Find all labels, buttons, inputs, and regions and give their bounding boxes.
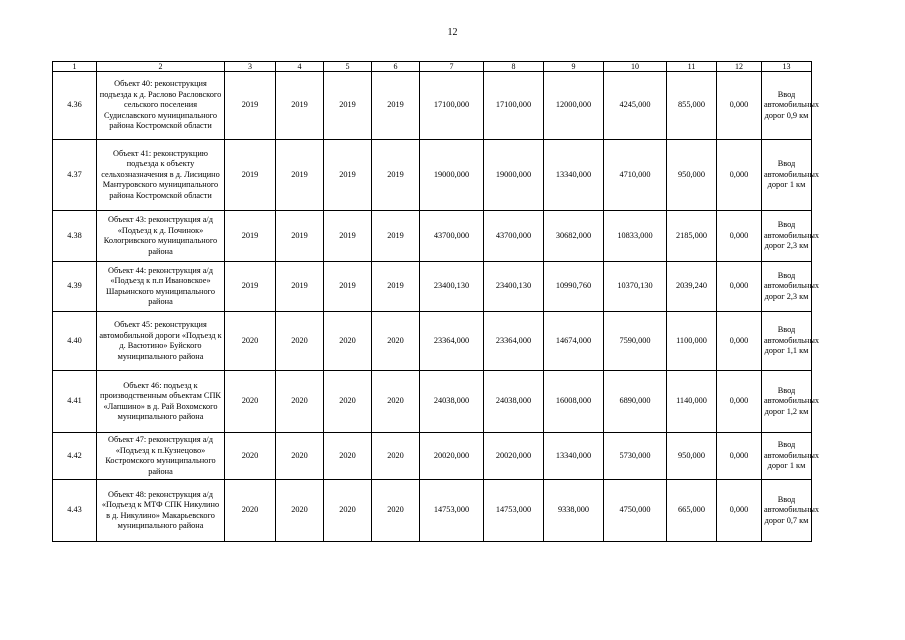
object-name: Объект 43: реконструкция а/д «Подъезд к д. Починок» Кологривского муниципального района [97, 211, 225, 262]
amount-cell: 950,000 [667, 433, 717, 480]
year-cell: 2019 [324, 211, 372, 262]
amount-cell: 43700,000 [420, 211, 484, 262]
amount-cell: 20020,000 [420, 433, 484, 480]
amount-cell: 14674,000 [544, 312, 604, 371]
year-cell: 2020 [324, 433, 372, 480]
object-name: Объект 46: подъезд к производственным объектам СПК «Лапшино» в д. Рай Вохомского муниципального района [97, 371, 225, 433]
amount-cell: 1140,000 [667, 371, 717, 433]
year-cell: 2020 [276, 312, 324, 371]
column-number: 10 [604, 62, 667, 72]
year-cell: 2020 [276, 433, 324, 480]
amount-cell: 6890,000 [604, 371, 667, 433]
amount-cell: 950,000 [667, 140, 717, 211]
result-cell: Ввод автомобильных дорог 1 км [762, 140, 812, 211]
column-number: 4 [276, 62, 324, 72]
year-cell: 2019 [225, 72, 276, 140]
amount-cell: 17100,000 [420, 72, 484, 140]
amount-cell: 0,000 [717, 140, 762, 211]
amount-cell: 0,000 [717, 480, 762, 542]
column-number: 12 [717, 62, 762, 72]
year-cell: 2019 [225, 262, 276, 312]
table-row [53, 312, 812, 371]
year-cell: 2020 [372, 433, 420, 480]
row-number: 4.41 [53, 371, 97, 433]
result-cell: Ввод автомобильных дорог 1 км [762, 433, 812, 480]
amount-cell: 16008,000 [544, 371, 604, 433]
year-cell: 2019 [225, 211, 276, 262]
object-name: Объект 45: реконструкция автомобильной дороги «Подъезд к д. Васютино» Буйского муниципального района [97, 312, 225, 371]
amount-cell: 0,000 [717, 433, 762, 480]
year-cell: 2019 [324, 72, 372, 140]
column-number: 11 [667, 62, 717, 72]
amount-cell: 14753,000 [420, 480, 484, 542]
year-cell: 2019 [372, 211, 420, 262]
year-cell: 2020 [372, 480, 420, 542]
year-cell: 2019 [324, 262, 372, 312]
table-row [53, 72, 812, 140]
amount-cell: 665,000 [667, 480, 717, 542]
year-cell: 2019 [276, 72, 324, 140]
table-row [53, 262, 812, 312]
year-cell: 2019 [276, 211, 324, 262]
year-cell: 2020 [372, 371, 420, 433]
year-cell: 2020 [225, 480, 276, 542]
column-number: 3 [225, 62, 276, 72]
amount-cell: 23400,130 [484, 262, 544, 312]
table-row [53, 433, 812, 480]
amount-cell: 4710,000 [604, 140, 667, 211]
year-cell: 2020 [225, 312, 276, 371]
amount-cell: 43700,000 [484, 211, 544, 262]
year-cell: 2020 [324, 312, 372, 371]
amount-cell: 855,000 [667, 72, 717, 140]
result-cell: Ввод автомобильных дорог 0,9 км [762, 72, 812, 140]
amount-cell: 0,000 [717, 72, 762, 140]
table-row [53, 371, 812, 433]
year-cell: 2020 [276, 480, 324, 542]
row-number: 4.40 [53, 312, 97, 371]
object-name: Объект 48: реконструкция а/д «Подъезд к МТФ СПК Никулино в д. Никулино» Макарьевского муниципального района [97, 480, 225, 542]
year-cell: 2019 [372, 262, 420, 312]
column-number: 7 [420, 62, 484, 72]
row-number: 4.38 [53, 211, 97, 262]
amount-cell: 4750,000 [604, 480, 667, 542]
page-number: 12 [447, 27, 458, 38]
result-cell: Ввод автомобильных дорог 0,7 км [762, 480, 812, 542]
object-name: Объект 40: реконструкция подъезда к д. Раслово Расловского сельского поселения Судиславского муниципального района Костромской области [97, 72, 225, 140]
year-cell: 2020 [324, 371, 372, 433]
column-number: 9 [544, 62, 604, 72]
column-number: 1 [53, 62, 97, 72]
year-cell: 2019 [372, 72, 420, 140]
year-cell: 2019 [225, 140, 276, 211]
amount-cell: 9338,000 [544, 480, 604, 542]
amount-cell: 0,000 [717, 312, 762, 371]
amount-cell: 17100,000 [484, 72, 544, 140]
amount-cell: 0,000 [717, 262, 762, 312]
result-cell: Ввод автомобильных дорог 2,3 км [762, 262, 812, 312]
amount-cell: 7590,000 [604, 312, 667, 371]
amount-cell: 20020,000 [484, 433, 544, 480]
row-number: 4.37 [53, 140, 97, 211]
column-number-row [53, 62, 812, 72]
amount-cell: 0,000 [717, 211, 762, 262]
result-cell: Ввод автомобильных дорог 1,1 км [762, 312, 812, 371]
table-row [53, 140, 812, 211]
amount-cell: 2039,240 [667, 262, 717, 312]
result-cell: Ввод автомобильных дорог 2,3 км [762, 211, 812, 262]
year-cell: 2019 [276, 140, 324, 211]
objects-table [52, 61, 820, 542]
amount-cell: 23364,000 [420, 312, 484, 371]
amount-cell: 4245,000 [604, 72, 667, 140]
column-number: 5 [324, 62, 372, 72]
amount-cell: 10833,000 [604, 211, 667, 262]
amount-cell: 23364,000 [484, 312, 544, 371]
amount-cell: 14753,000 [484, 480, 544, 542]
year-cell: 2020 [276, 371, 324, 433]
year-cell: 2020 [372, 312, 420, 371]
amount-cell: 24038,000 [484, 371, 544, 433]
amount-cell: 1100,000 [667, 312, 717, 371]
amount-cell: 12000,000 [544, 72, 604, 140]
row-number: 4.43 [53, 480, 97, 542]
amount-cell: 0,000 [717, 371, 762, 433]
column-number: 6 [372, 62, 420, 72]
amount-cell: 2185,000 [667, 211, 717, 262]
year-cell: 2020 [324, 480, 372, 542]
column-number: 13 [762, 62, 812, 72]
amount-cell: 10370,130 [604, 262, 667, 312]
amount-cell: 5730,000 [604, 433, 667, 480]
amount-cell: 10990,760 [544, 262, 604, 312]
result-cell: Ввод автомобильных дорог 1,2 км [762, 371, 812, 433]
column-number: 8 [484, 62, 544, 72]
amount-cell: 30682,000 [544, 211, 604, 262]
year-cell: 2019 [372, 140, 420, 211]
amount-cell: 24038,000 [420, 371, 484, 433]
amount-cell: 19000,000 [420, 140, 484, 211]
column-number: 2 [97, 62, 225, 72]
year-cell: 2019 [324, 140, 372, 211]
amount-cell: 23400,130 [420, 262, 484, 312]
year-cell: 2020 [225, 371, 276, 433]
row-number: 4.42 [53, 433, 97, 480]
amount-cell: 13340,000 [544, 140, 604, 211]
table-row [53, 480, 812, 542]
year-cell: 2020 [225, 433, 276, 480]
object-name: Объект 44: реконструкция а/д «Подъезд к п.п Ивановское» Шарьинского муниципального района [97, 262, 225, 312]
row-number: 4.36 [53, 72, 97, 140]
object-name: Объект 47: реконструкция а/д «Подъезд к п.Кузнецово» Костромского муниципального района [97, 433, 225, 480]
year-cell: 2019 [276, 262, 324, 312]
object-name: Объект 41: реконструкцию подъезда к объекту сельхозназначения в д. Лисицино Мантуровского муниципального района Костромской области [97, 140, 225, 211]
table-row [53, 211, 812, 262]
row-number: 4.39 [53, 262, 97, 312]
amount-cell: 13340,000 [544, 433, 604, 480]
amount-cell: 19000,000 [484, 140, 544, 211]
